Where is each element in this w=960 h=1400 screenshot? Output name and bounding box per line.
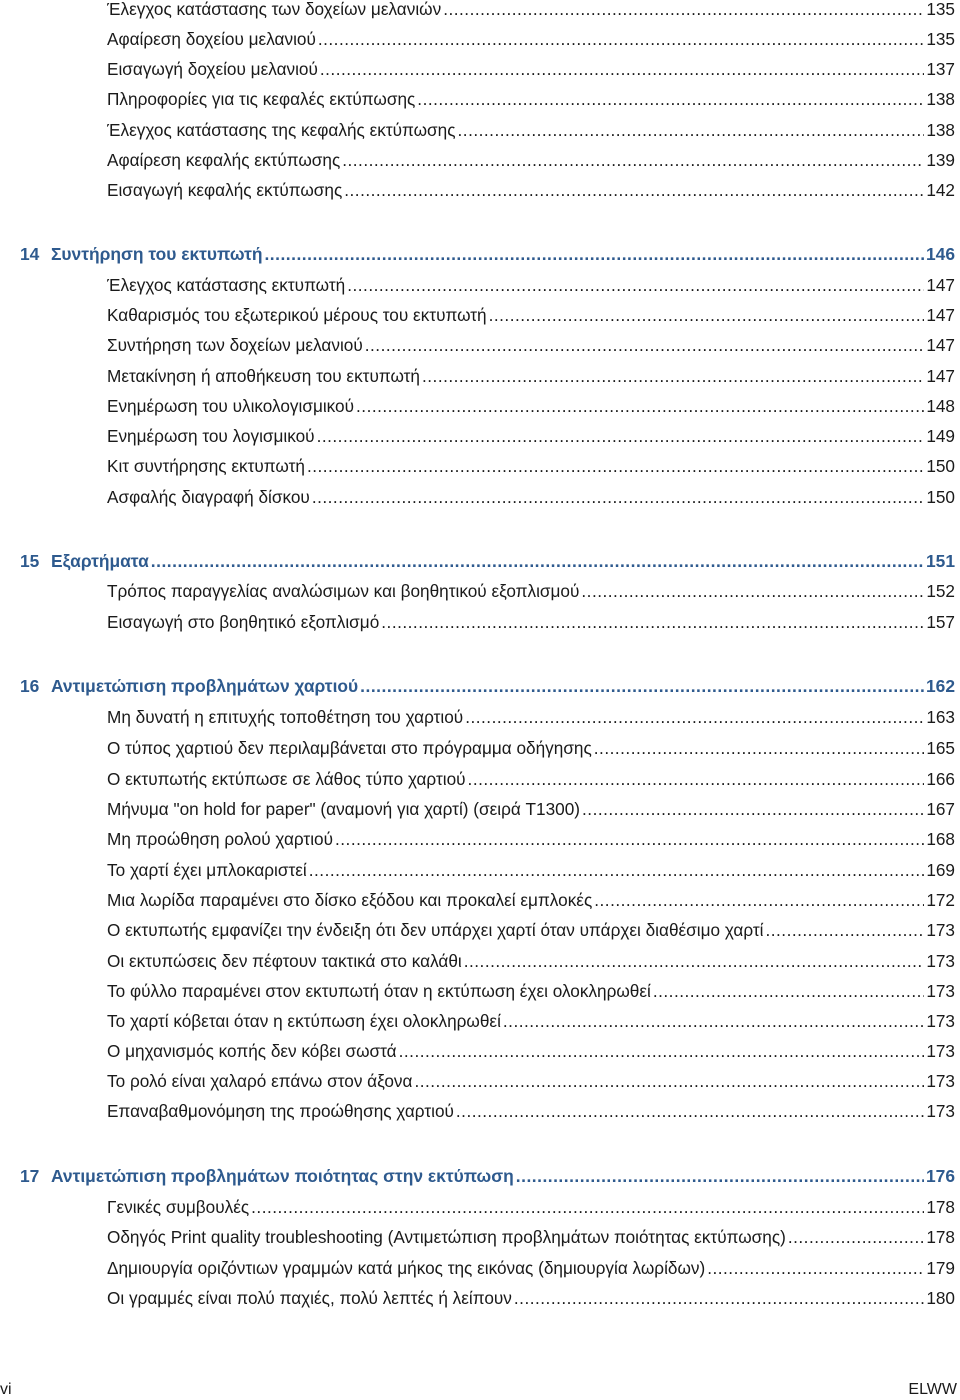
toc-entry-row[interactable] <box>107 1066 955 1092</box>
entry-title: Ο εκτυπωτής εμφανίζει την ένδειξη ότι δεν υπάρχει χαρτί όταν υπάρχει διαθέσιμο χαρτί <box>107 920 764 940</box>
toc-entry-row[interactable] <box>107 1096 955 1122</box>
page-number: 178 <box>926 1197 955 1217</box>
dot-leader <box>360 675 924 697</box>
page-number: 165 <box>926 738 955 758</box>
page-number: 148 <box>926 396 955 416</box>
page-number: 173 <box>926 951 955 971</box>
page-number: 151 <box>925 551 955 571</box>
toc-entry-row[interactable] <box>107 391 955 417</box>
toc-entry-row[interactable] <box>107 175 955 201</box>
entry-title: Έλεγχος κατάστασης εκτυπωτή <box>107 275 346 295</box>
dot-leader <box>516 1165 924 1187</box>
entry-title: Γενικές συμβουλές <box>107 1197 250 1217</box>
entry-title: Καθαρισμός του εξωτερικού μέρους του εκτυπωτή <box>107 305 487 325</box>
chapter-title: Αντιμετώπιση προβλημάτων χαρτιού <box>51 676 359 696</box>
dot-leader <box>342 149 924 171</box>
dot-leader <box>414 1070 924 1092</box>
dot-leader <box>344 179 924 201</box>
dot-leader <box>653 980 924 1002</box>
dot-leader <box>335 828 924 850</box>
dot-leader <box>151 550 924 572</box>
entry-title: Εισαγωγή στο βοηθητικό εξοπλισμό <box>107 612 380 632</box>
page-number: 138 <box>926 120 955 140</box>
page-number: 173 <box>926 920 955 940</box>
toc-entry-row[interactable] <box>107 0 955 20</box>
toc-entry-row[interactable] <box>107 855 955 881</box>
toc-entry-row[interactable] <box>107 115 955 141</box>
page-number: 138 <box>926 89 955 109</box>
toc-entry-row[interactable] <box>107 607 955 633</box>
page-number: 163 <box>926 707 955 727</box>
toc-entry-row[interactable] <box>107 84 955 110</box>
entry-title: Το ρολό είναι χαλαρό επάνω στον άξονα <box>107 1071 413 1091</box>
entry-title: Το χαρτί κόβεται όταν η εκτύπωση έχει ολοκληρωθεί <box>107 1011 501 1031</box>
page-number: 137 <box>926 59 955 79</box>
page-number: 166 <box>926 769 955 789</box>
entry-title: Το χαρτί έχει μπλοκαριστεί <box>107 860 307 880</box>
chapter-number: 15 <box>20 551 40 571</box>
page-number: 149 <box>926 426 955 446</box>
dot-leader <box>251 1196 924 1218</box>
footer-doc-code: ELWW <box>908 1381 957 1398</box>
dot-leader <box>320 58 924 80</box>
page-number: 147 <box>926 366 955 386</box>
footer-page-label: vi <box>0 1381 12 1398</box>
entry-title: Επαναβαθμονόμηση της προώθησης χαρτιού <box>107 1101 454 1121</box>
dot-leader <box>264 243 924 265</box>
entry-title: Ο τύπος χαρτιού δεν περιλαμβάνεται στο πρόγραμμα οδήγησης <box>107 738 592 758</box>
entry-title: Ο μηχανισμός κοπής δεν κόβει σωστά <box>107 1041 397 1061</box>
chapter-title: Αντιμετώπιση προβλημάτων ποιότητας στην εκτύπωση <box>51 1166 514 1186</box>
dot-leader <box>489 304 925 326</box>
entry-title: Έλεγχος κατάστασης των δοχείων μελανιών <box>107 0 442 19</box>
entry-title: Μη προώθηση ρολού χαρτιού <box>107 829 333 849</box>
toc-entry-row[interactable] <box>107 794 955 820</box>
toc-entry-row[interactable] <box>107 300 955 326</box>
dot-leader <box>465 706 924 728</box>
toc-entry-row[interactable] <box>107 1006 955 1032</box>
page-number: 135 <box>926 29 955 49</box>
toc-entry-row[interactable] <box>107 1283 955 1309</box>
entry-title: Κιτ συντήρησης εκτυπωτή <box>107 456 305 476</box>
toc-entry-row[interactable] <box>107 702 955 728</box>
dot-leader <box>307 455 924 477</box>
toc-entry-row[interactable] <box>107 733 955 759</box>
dot-leader <box>514 1287 924 1309</box>
toc-entry-row[interactable] <box>107 576 955 602</box>
entry-title: Δημιουργία οριζόντιων γραμμών κατά μήκος της εικόνας (δημιουργία λωρίδων) <box>107 1258 706 1278</box>
page-number: 157 <box>926 612 955 632</box>
page-number: 173 <box>926 1071 955 1091</box>
entry-title: Ασφαλής διαγραφή δίσκου <box>107 487 310 507</box>
toc-chapter-row[interactable] <box>20 1161 955 1187</box>
entry-title: Έλεγχος κατάστασης της κεφαλής εκτύπωσης <box>107 120 456 140</box>
entry-title: Οι εκτυπώσεις δεν πέφτουν τακτικά στο καλάθι <box>107 951 462 971</box>
toc-entry-row[interactable] <box>107 482 955 508</box>
entry-title: Οι γραμμές είναι πολύ παχιές, πολύ λεπτές ή λείπουν <box>107 1288 512 1308</box>
toc-entry-row[interactable] <box>107 1222 955 1248</box>
entry-title: Ενημέρωση του υλικολογισμικού <box>107 396 355 416</box>
dot-leader <box>464 950 925 972</box>
entry-title: Ο εκτυπωτής εκτύπωσε σε λάθος τύπο χαρτιού <box>107 769 466 789</box>
chapter-number: 17 <box>20 1166 40 1186</box>
dot-leader <box>312 486 925 508</box>
dot-leader <box>318 28 924 50</box>
page-number: 167 <box>926 799 955 819</box>
page-number: 168 <box>926 829 955 849</box>
page-number: 180 <box>926 1288 955 1308</box>
page-number: 139 <box>926 150 955 170</box>
dot-leader <box>707 1257 924 1279</box>
dot-leader <box>422 365 924 387</box>
entry-title: Ενημέρωση του λογισμικού <box>107 426 315 446</box>
page-number: 172 <box>926 890 955 910</box>
entry-title: Αφαίρεση δοχείου μελανιού <box>107 29 316 49</box>
dot-leader <box>365 334 925 356</box>
entry-title: Μετακίνηση ή αποθήκευση του εκτυπωτή <box>107 366 420 386</box>
dot-leader <box>503 1010 924 1032</box>
chapter-number: 16 <box>20 676 40 696</box>
page-number: 147 <box>926 275 955 295</box>
chapter-number: 14 <box>20 244 40 264</box>
chapter-title: Εξαρτήματα <box>51 551 149 571</box>
page-number: 147 <box>926 305 955 325</box>
toc-entry-row[interactable] <box>107 1192 955 1218</box>
toc-chapter-row[interactable] <box>20 546 955 572</box>
dot-leader <box>399 1040 925 1062</box>
dot-leader <box>594 737 925 759</box>
page-number: 147 <box>926 335 955 355</box>
dot-leader <box>381 611 924 633</box>
toc-entry-row[interactable] <box>107 885 955 911</box>
dot-leader <box>581 580 924 602</box>
page-number: 179 <box>926 1258 955 1278</box>
toc-entry-row[interactable] <box>107 421 955 447</box>
page-number: 169 <box>926 860 955 880</box>
dot-leader <box>443 0 924 20</box>
dot-leader <box>317 425 925 447</box>
toc-entry-row[interactable] <box>107 361 955 387</box>
entry-title: Εισαγωγή δοχείου μελανιού <box>107 59 318 79</box>
dot-leader <box>765 919 924 941</box>
entry-title: Εισαγωγή κεφαλής εκτύπωσης <box>107 180 343 200</box>
toc-entry-row[interactable] <box>107 976 955 1002</box>
toc-entry-row[interactable] <box>107 330 955 356</box>
entry-title: Το φύλλο παραμένει στον εκτυπωτή όταν η εκτύπωση έχει ολοκληρωθεί <box>107 981 651 1001</box>
toc-entry-row[interactable] <box>107 145 955 171</box>
toc-entry-row[interactable] <box>107 54 955 80</box>
chapter-title: Συντήρηση του εκτυπωτή <box>51 244 263 264</box>
toc-chapter-row[interactable] <box>20 239 955 265</box>
page-number: 162 <box>925 676 955 696</box>
dot-leader <box>788 1226 924 1248</box>
page-number: 173 <box>926 981 955 1001</box>
dot-leader <box>347 274 924 296</box>
dot-leader <box>594 889 924 911</box>
page-number: 146 <box>925 244 955 264</box>
dot-leader <box>417 88 924 110</box>
entry-title: Πληροφορίες για τις κεφαλές εκτύπωσης <box>107 89 416 109</box>
toc-entry-row[interactable] <box>107 24 955 50</box>
dot-leader <box>356 395 924 417</box>
page-number: 173 <box>926 1041 955 1061</box>
entry-title: Μια λωρίδα παραμένει στο δίσκο εξόδου και προκαλεί εμπλοκές <box>107 890 593 910</box>
toc-entry-row[interactable] <box>107 270 955 296</box>
entry-title: Οδηγός Print quality troubleshooting (Αντιμετώπιση προβλημάτων ποιότητας εκτύπωσης) <box>107 1227 786 1247</box>
dot-leader <box>458 119 925 141</box>
toc-chapter-row[interactable] <box>20 671 955 697</box>
toc-entry-row[interactable] <box>107 915 955 941</box>
entry-title: Συντήρηση των δοχείων μελανιού <box>107 335 363 355</box>
page-number: 173 <box>926 1101 955 1121</box>
toc-entry-row[interactable] <box>107 764 955 790</box>
toc-entry-row[interactable] <box>107 451 955 477</box>
page-number: 152 <box>926 581 955 601</box>
page-number: 150 <box>926 456 955 476</box>
entry-title: Αφαίρεση κεφαλής εκτύπωσης <box>107 150 341 170</box>
dot-leader <box>468 768 925 790</box>
dot-leader <box>309 859 925 881</box>
toc-entry-row[interactable] <box>107 1036 955 1062</box>
page-number: 176 <box>925 1166 955 1186</box>
page-number: 135 <box>926 0 955 19</box>
entry-title: Μη δυνατή η επιτυχής τοποθέτηση του χαρτιού <box>107 707 464 727</box>
page-number: 178 <box>926 1227 955 1247</box>
entry-title: Τρόπος παραγγελίας αναλώσιμων και βοηθητικού εξοπλισμού <box>107 581 580 601</box>
toc-entry-row[interactable] <box>107 1253 955 1279</box>
toc-entry-row[interactable] <box>107 946 955 972</box>
dot-leader <box>582 798 924 820</box>
entry-title: Μήνυμα "on hold for paper" (αναμονή για χαρτί) (σειρά T1300) <box>107 799 581 819</box>
page-number: 142 <box>926 180 955 200</box>
dot-leader <box>456 1100 924 1122</box>
page-number: 173 <box>926 1011 955 1031</box>
page-number: 150 <box>926 487 955 507</box>
toc-entry-row[interactable] <box>107 824 955 850</box>
